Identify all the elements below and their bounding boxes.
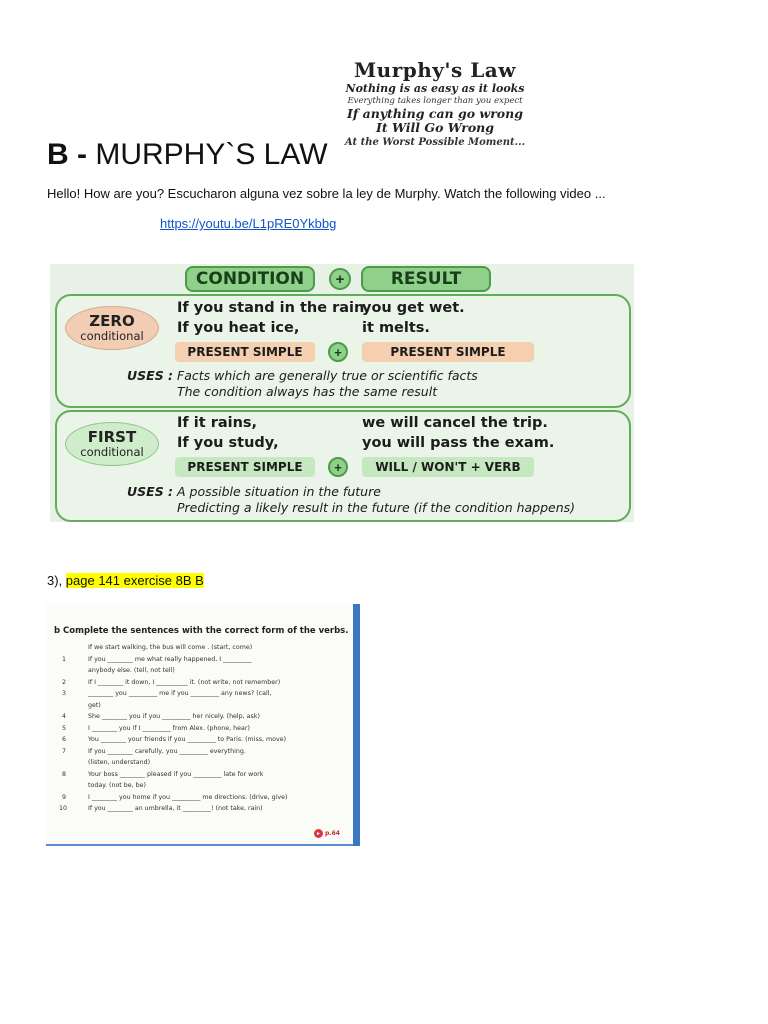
- exercise-line-number: 5: [62, 724, 67, 732]
- exercise-line-text: Your boss ________ pleased if you _________ late for work: [88, 770, 264, 778]
- zero-uses-label: USES :: [127, 368, 174, 383]
- plus-icon: +: [328, 342, 348, 362]
- section-title: MURPHY`S LAW: [95, 138, 328, 171]
- first-uses-label: USES :: [127, 484, 174, 499]
- zero-form-left: PRESENT SIMPLE: [175, 342, 315, 362]
- logo-title: Murphy's Law: [354, 58, 516, 82]
- page-reference-text: p.64: [325, 830, 340, 837]
- zero-uses-2: The condition always has the same result: [177, 384, 438, 399]
- page-reference: [314, 829, 340, 838]
- exercise-line-text: If I ________ it down, I __________ it. (not write, not remember): [88, 678, 281, 686]
- condition-header: CONDITION: [185, 266, 315, 292]
- exercise-line-number: 6: [62, 736, 67, 743]
- exercise-line-text: I ________ you if I _________ from Alex. (phone, hear): [88, 724, 250, 732]
- logo-line: At the Worst Possible Moment...: [344, 136, 526, 148]
- exercise-line-text: anybody else. (tell, not tell): [88, 667, 175, 674]
- exercise-line-number: 7: [62, 747, 67, 755]
- exercise-line-text: get): [88, 701, 101, 709]
- zero-form-right: PRESENT SIMPLE: [362, 342, 534, 362]
- intro-text: Hello! How are you? Escucharon alguna vez sobre la ley de Murphy. Watch the following video ...: [47, 186, 606, 201]
- exercise-heading: b Complete the sentences with the correct form of the verbs.: [54, 626, 349, 636]
- exercise-number: 3),: [47, 573, 66, 588]
- exercise-line-text: You ________ your friends if you _________ to Paris. (miss, move): [88, 736, 287, 743]
- first-name: FIRST: [87, 427, 137, 446]
- exercise-line-text: If we start walking, the bus will come . (start, come): [88, 644, 253, 651]
- page-title: [47, 138, 328, 172]
- first-form-left: PRESENT SIMPLE: [175, 457, 315, 477]
- zero-result-2: it melts.: [362, 320, 430, 336]
- video-link[interactable]: https://youtu.be/L1pRE0Ykbbg: [160, 216, 337, 231]
- textbook-exercise: [46, 604, 360, 846]
- exercise-line-text: If you ________ an umbrella, it _________! (not take, rain): [88, 805, 263, 812]
- first-form-right: WILL / WON'T + VERB: [362, 457, 534, 477]
- zero-name: ZERO: [89, 311, 135, 330]
- zero-condition-1: If you stand in the rain,: [177, 300, 370, 316]
- exercise-line-text: I ________ you home if you _________ me directions. (drive, give): [88, 793, 288, 801]
- logo-line: Everything takes longer than you expect: [347, 96, 523, 106]
- zero-result-1: you get wet.: [362, 300, 465, 316]
- exercise-label: [47, 573, 204, 588]
- zero-uses-1: Facts which are generally true or scientific facts: [177, 368, 478, 383]
- exercise-line-text: ________ you _________ me if you _________ any news? (call,: [88, 690, 272, 697]
- exercise-line-text: If you ________ me what really happened, I _________: [88, 655, 252, 663]
- exercise-line-number: 3: [62, 690, 67, 697]
- page-bottom-rule: [46, 844, 353, 846]
- plus-icon: +: [328, 457, 348, 477]
- exercise-line-number: 1: [62, 655, 67, 663]
- first-condition-1: If it rains,: [177, 415, 258, 431]
- first-sub: conditional: [80, 444, 144, 459]
- first-conditional-box: [55, 410, 631, 522]
- zero-conditional-box: [55, 294, 631, 408]
- arrow-icon: ▸: [314, 829, 323, 838]
- zero-conditional-label: [65, 306, 159, 350]
- murphys-law-logo: [340, 60, 530, 148]
- logo-line: It Will Go Wrong: [376, 120, 494, 135]
- exercise-line-number: 2: [62, 678, 67, 686]
- logo-line: If anything can go wrong: [347, 105, 523, 121]
- zero-condition-2: If you heat ice,: [177, 320, 300, 336]
- first-condition-2: If you study,: [177, 435, 279, 451]
- plus-icon: +: [329, 268, 351, 290]
- first-uses-2: Predicting a likely result in the future (if the condition happens): [177, 500, 576, 515]
- exercise-line-number: 10: [59, 805, 68, 812]
- section-letter: B -: [47, 138, 87, 171]
- page-edge-bar: [353, 604, 360, 846]
- exercise-line-text: (listen, understand): [88, 759, 151, 766]
- exercise-line-text: today. (not be, be): [88, 782, 146, 789]
- exercise-line-number: 4: [62, 713, 67, 720]
- zero-sub: conditional: [80, 328, 144, 343]
- first-conditional-label: [65, 422, 159, 466]
- first-result-2: you will pass the exam.: [362, 435, 555, 451]
- result-header: RESULT: [361, 266, 491, 292]
- exercise-line-number: 9: [62, 793, 67, 801]
- exercise-line-text: She ________ you if you _________ her nicely. (help, ask): [88, 713, 260, 720]
- logo-line: Nothing is as easy as it looks: [345, 82, 525, 95]
- exercise-line-text: If you ________ carefully, you _________ everything.: [88, 747, 246, 755]
- first-uses-1: A possible situation in the future: [177, 484, 381, 499]
- exercise-reference: page 141 exercise 8B B: [65, 573, 204, 588]
- exercise-line-number: 8: [62, 770, 67, 778]
- first-result-1: we will cancel the trip.: [362, 415, 548, 431]
- conditionals-chart: [50, 264, 634, 522]
